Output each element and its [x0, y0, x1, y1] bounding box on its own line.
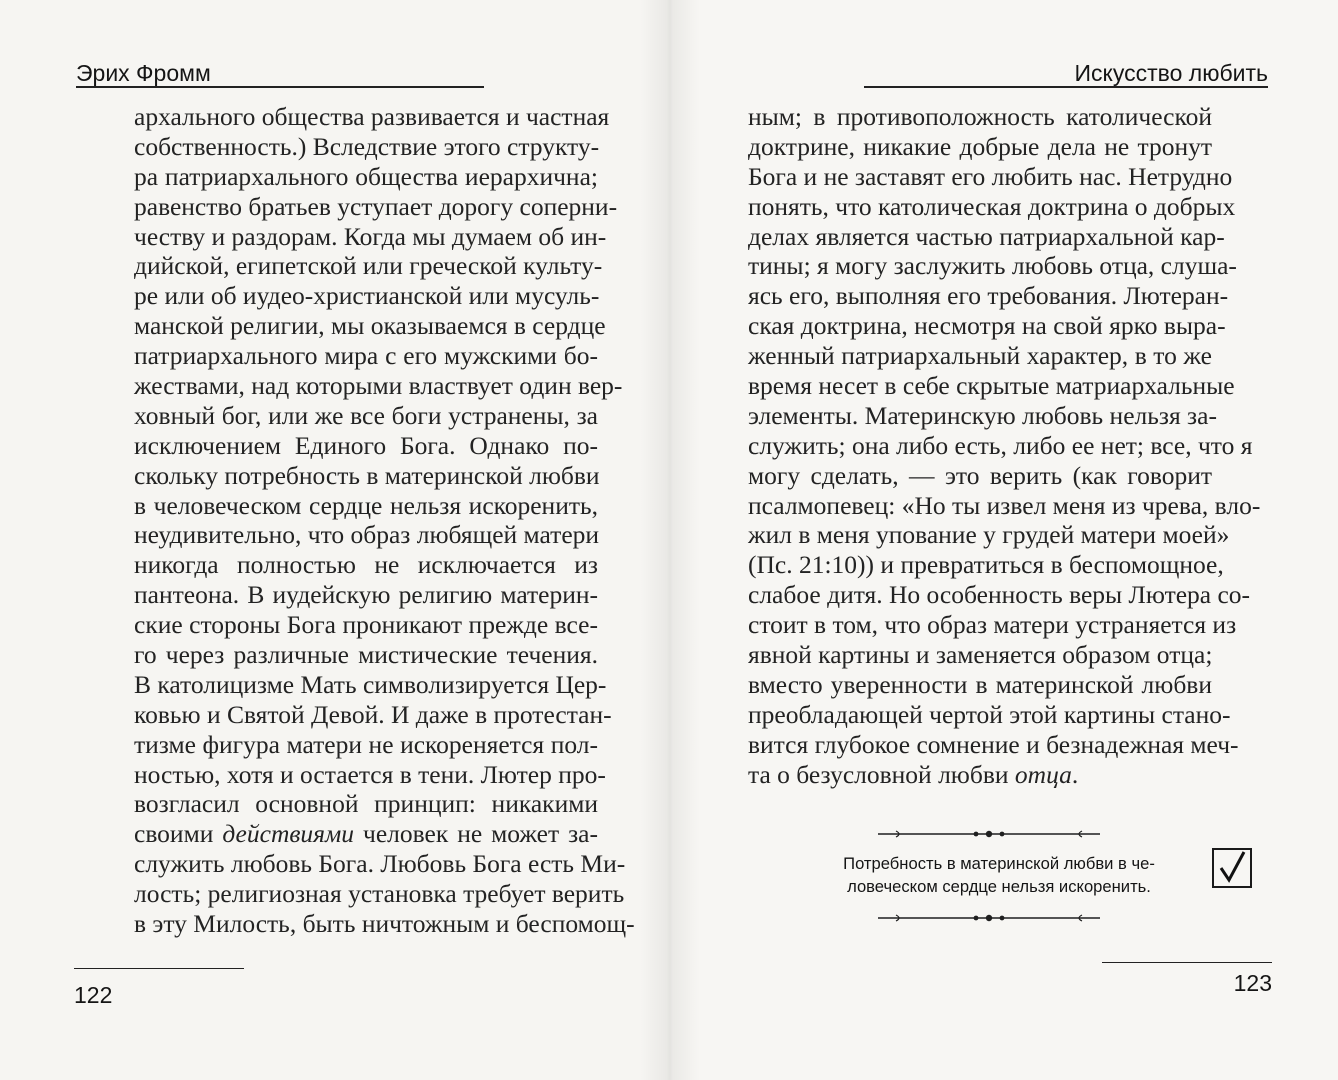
right-page-line: слабое дитя. Но особенность веры Лютера со-	[748, 580, 1251, 610]
left-page-number: 122	[74, 982, 113, 1008]
left-header-rule	[76, 86, 484, 88]
left-page-line: ховный бог, или же все боги устранены, за	[134, 400, 598, 430]
left-page-line: ра патриархального общества иерархична;	[134, 161, 598, 191]
right-page-line: (Пс. 21:10)) и превратиться в беспомощное,	[748, 550, 1224, 580]
left-footer-rule	[74, 968, 244, 969]
left-page-line: неудивительно, что образ любящей матери	[134, 520, 600, 550]
right-page-line: Бога и не заставят его любить нас. Нетрудно	[748, 161, 1233, 191]
right-page-line: ным; в противоположность католической	[748, 102, 1212, 131]
left-page-line: равенство братьев уступает дорогу соперни-	[134, 191, 618, 221]
callout-quote	[812, 852, 1186, 898]
left-page-line: ре или об иудео-христианской или мусуль-	[134, 281, 600, 311]
right-page-line: жил в меня упование у грудей матери моей»	[748, 520, 1230, 550]
left-page-line: В католицизме Мать символизируется Цер-	[134, 669, 607, 699]
right-page-line: преобладающей чертой этой картины стано-	[748, 699, 1231, 729]
bottom-ornament-divider	[876, 911, 1102, 925]
left-page-line: возгласил основной принцип: никакими	[134, 789, 598, 819]
left-page-line: скольку потребность в материнской любви	[134, 460, 600, 490]
left-page-line: в человеческом сердце нельзя искоренить,	[134, 490, 598, 520]
right-page-line: вместо уверенности в материнской любви	[748, 669, 1212, 699]
right-page-line: стоит в том, что образ матери устраняется из	[748, 610, 1237, 640]
right-page-line: служить; она либо есть, либо ее нет; все, что я	[748, 430, 1253, 460]
callout-line-1: Потребность в материнской любви в че-	[843, 854, 1155, 873]
right-page-line: вится глубокое сомнение и безнадежная меч-	[748, 729, 1239, 759]
right-page-line: элементы. Материнскую любовь нельзя за-	[748, 400, 1217, 430]
left-page-line: тизме фигура матери не искореняется пол-	[134, 729, 598, 759]
left-body-text	[134, 102, 635, 939]
right-page-line: время несет в себе скрытые матриархальные	[748, 371, 1235, 401]
right-page-line: женный патриархальный характер, в то же	[748, 341, 1212, 371]
left-page-line: лость; религиозная установка требует верить	[134, 879, 625, 909]
left-running-head: Эрих Фромм	[76, 60, 211, 86]
left-page-line: ностью, хотя и остается в тени. Лютер про-	[134, 759, 606, 789]
right-page-line: могу сделать, — это верить (как говорит	[748, 460, 1212, 490]
right-body-text	[748, 102, 1261, 789]
right-page-line: ская доктрина, несмотря на свой ярко выра-	[748, 311, 1226, 341]
left-page-line: архального общества развивается и частная	[134, 102, 610, 131]
left-page-line: дийской, египетской или греческой культу-	[134, 251, 603, 281]
callout-line-2: ловеческом сердце нельзя искоренить.	[847, 877, 1151, 896]
right-page-line: понять, что католическая доктрина о добрых	[748, 191, 1236, 221]
right-page-line: ясь его, выполняя его требования. Лютеран-	[748, 281, 1229, 311]
left-page-line: своими действиями человек не может за-	[134, 819, 598, 849]
right-page-line: тины; я могу заслужить любовь отца, слуша-	[748, 251, 1237, 281]
left-page-line: ские стороны Бога проникают прежде все-	[134, 610, 598, 640]
right-header-rule	[864, 86, 1268, 88]
right-page-line: псалмопевец: «Но ты извел меня из чрева, вло-	[748, 490, 1261, 520]
left-page-line: жествами, над которыми властвует один вер-	[134, 371, 623, 401]
right-footer-rule	[1102, 962, 1272, 963]
right-page-line: делах является частью патриархальной кар-	[748, 221, 1225, 251]
book-gutter	[640, 0, 700, 1080]
left-page-line: ковью и Святой Девой. И даже в протестан-	[134, 699, 612, 729]
emphasis: отца	[1014, 759, 1072, 789]
left-page-line: в эту Милость, быть ничтожным и беспомощ-	[134, 909, 635, 939]
left-page-line: собственность.) Вследствие этого структу-	[134, 131, 600, 161]
left-page-line: исключением Единого Бога. Однако по-	[134, 430, 598, 460]
left-page-line: манской религии, мы оказываемся в сердце	[134, 311, 606, 341]
checkbox-check-icon	[1212, 848, 1252, 888]
left-page-line: честву и раздорам. Когда мы думаем об ин-	[134, 221, 607, 251]
left-page-line: служить любовь Бога. Любовь Бога есть Ми-	[134, 849, 626, 879]
right-running-head: Искусство любить	[1074, 60, 1268, 86]
top-ornament-divider	[876, 827, 1102, 841]
left-page-line: никогда полностью не исключается из	[134, 550, 598, 580]
right-page-line: доктрине, никакие добрые дела не тронут	[748, 131, 1212, 161]
left-page-line: патриархального мира с его мужскими бо-	[134, 341, 598, 371]
left-page-line: го через различные мистические течения.	[134, 640, 598, 670]
right-page-line: явной картины и заменяется образом отца;	[748, 640, 1213, 670]
right-page-line: та о безусловной любви отца.	[748, 759, 1079, 789]
right-page-number: 123	[1233, 970, 1272, 996]
emphasis: действиями	[222, 819, 355, 849]
left-page-line: пантеона. В иудейскую религию материн-	[134, 580, 598, 610]
